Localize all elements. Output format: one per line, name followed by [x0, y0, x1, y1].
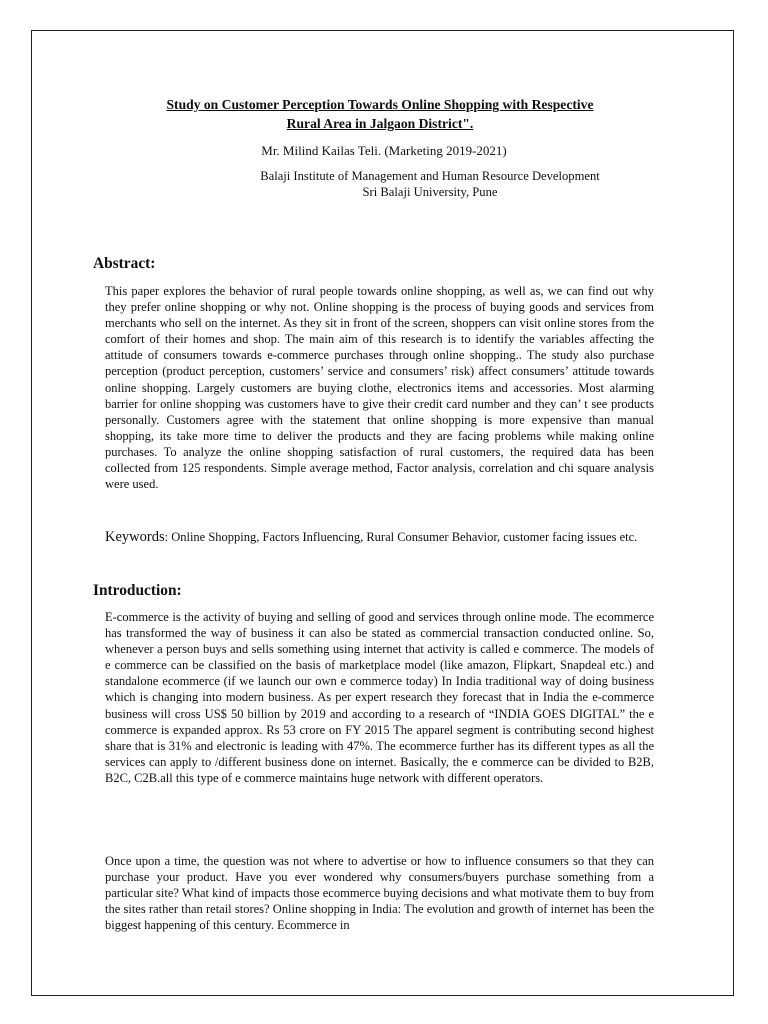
abstract-text: This paper explores the behavior of rural people towards online shopping, as well as, we can find out why they prefer online shopping or why not. Online shopping is the process of buying goods and services from merchants who sell on the internet. As they sit in front of the screen, shoppers can visit online stores from the comfort of their homes and shop. The main aim of this research is to identify the variables affecting the attitude of consumers towards e-commerce purchases through online shopping.. The study also purchase perception (product perception, customers’ service and consumers’ risk) affect consumers’ attitude towards online shopping. Largely customers are buying clothe, electronics items and accessories. Most alarming barrier for online shopping was customers have to give their credit card number and they can’ t see products personally. Customers agree with the statement that online shopping is more expensive than manual shopping, its take more time to deliver the products and they are facing problems while making online purchases. To analyze the online shopping satisfaction of rural customers, the required data has been collected from 125 respondents. Simple average method, Factor analysis, correlation and chi square analysis were used. — [105, 284, 654, 492]
title-line-2: Rural Area in Jalgaon District". — [286, 116, 474, 131]
keywords-paragraph — [105, 529, 654, 545]
keywords-text: : Online Shopping, Factors Influencing, Rural Consumer Behavior, customer facing issues etc. — [164, 530, 638, 544]
affiliation — [135, 168, 725, 200]
introduction-heading: Introduction: — [93, 582, 182, 599]
paper-title — [80, 95, 680, 133]
introduction-paragraph-1: E-commerce is the activity of buying and selling of good and services through online mode. The ecommerce has transformed the way of business it can also be stated as commercial transaction conducted online. So, whenever a person buys and sells something using internet that activity is called e commerce. The models of e commerce can be classified on the basis of marketplace model (like amazon, Flipkart, Snapdeal etc.) and standalone ecommerce (if we launch our own e commerce today) In India traditional way of doing business which is changing into modern business. As per expert research they forecast that in India the e-commerce business will cross US$ 50 billion by 2019 and according to a research of “INDIA GOES DIGITAL” the e commerce is expanded approx. Rs 53 crore on FY 2015 The apparel segment is contributing second highest share that is 31% and electronic is leading with 47%. The ecommerce further has its different types as all the services can apply to /different business done on internet. Basically, the e commerce can be divided to B2B, B2C, C2B.all this type of e commerce maintains huge network with different operators. — [105, 610, 654, 785]
title-line-1: Study on Customer Perception Towards Online Shopping with Respective — [166, 97, 594, 112]
introduction-paragraph-2: Once upon a time, the question was not where to advertise or how to influence consumers so that they can purchase your product. Have you ever wondered why consumers/buyers purchase something from a particular site? What kind of impacts those ecommerce buying decisions and what motivate them to buy from the sites rather than retail stores? Online shopping in India: The evolution and growth of internet has been the biggest happening of this century. Ecommerce in — [105, 854, 654, 933]
author-line: Mr. Milind Kailas Teli. (Marketing 2019-2021) — [261, 143, 507, 158]
affiliation-university: Sri Balaji University, Pune — [362, 185, 498, 199]
keywords-label: Keywords — [105, 529, 165, 545]
abstract-heading: Abstract: — [93, 255, 156, 272]
affiliation-institute: Balaji Institute of Management and Human Resource Development — [260, 169, 600, 183]
